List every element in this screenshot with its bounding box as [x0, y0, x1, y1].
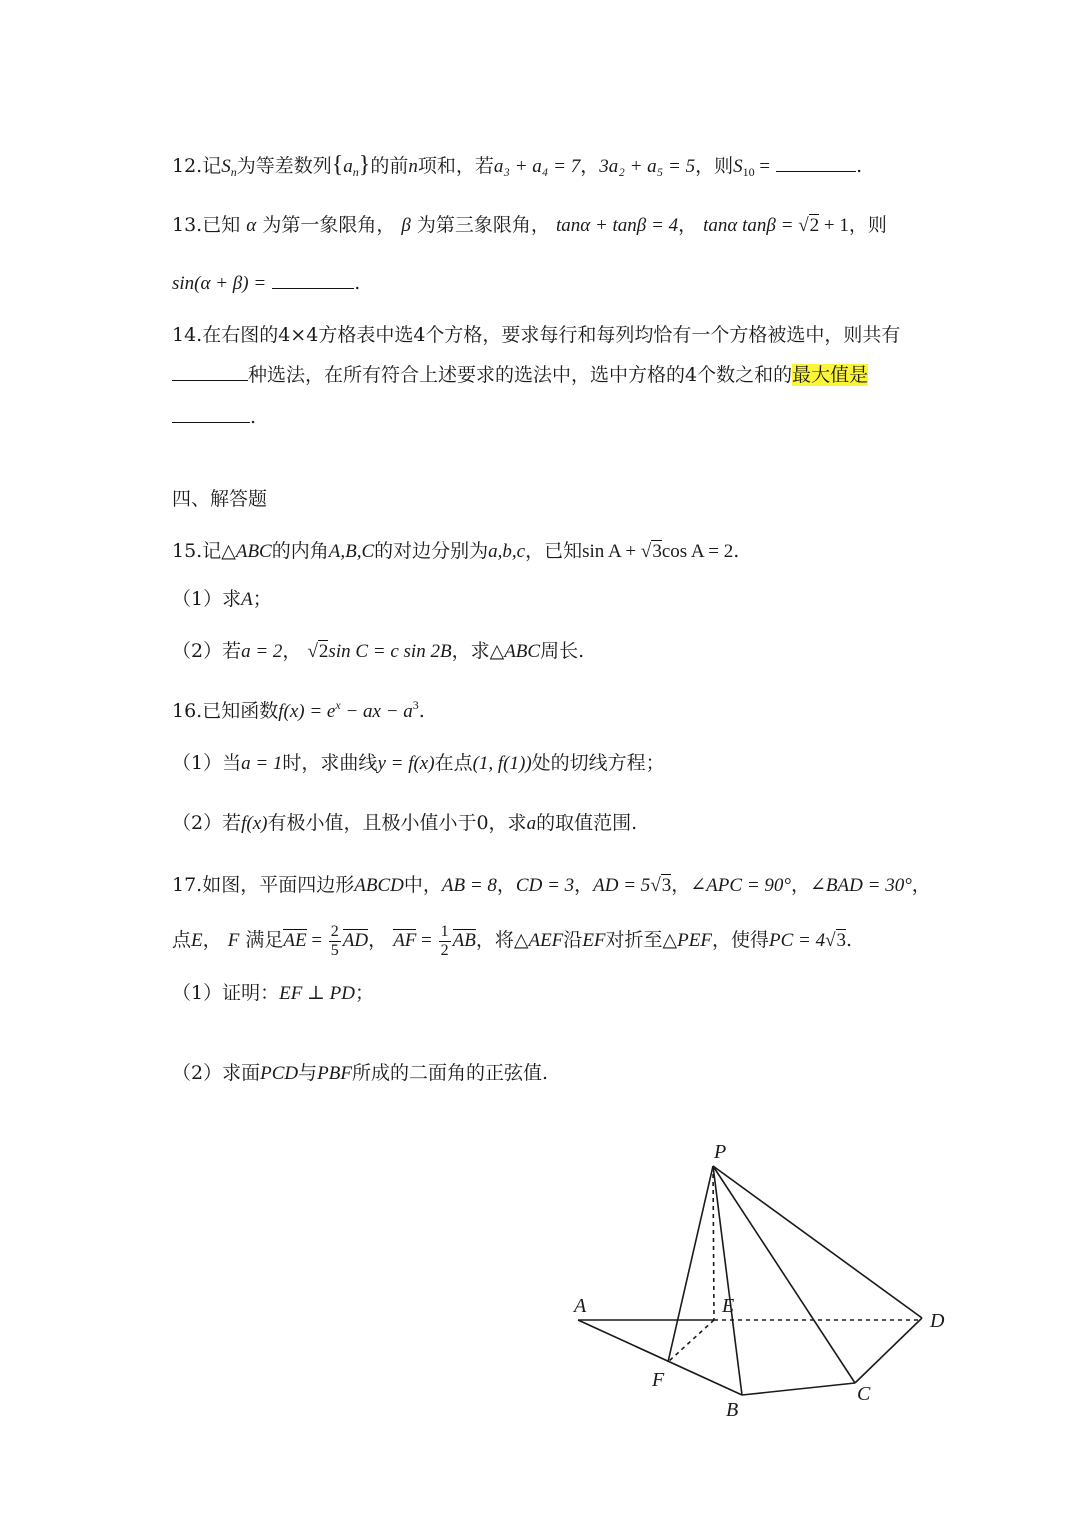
q17-line-1: 17.如图，平面四边形ABCD中，AB = 8，CD = 3，AD = 5√3，∠APC = 90°，∠BAD = 30°， — [172, 874, 931, 896]
q12-cond2: 3a₂ + a₅ = 5 — [599, 156, 696, 177]
q12-line: 12.记$S_n$为等差数列$\{a_n\}$的前n项和，若a₃ + a₄ = 7，3a₂ + a₅ = 5，则$S_{10}$ = . — [172, 152, 863, 179]
highlighted-text: 最大值是 — [792, 364, 869, 386]
q17-part2: （2）求面PCD与PBF所成的二面角的正弦值. — [172, 1062, 548, 1084]
q15-line: 15.记△ABC的内角A,B,C的对边分别为a,b,c，已知sin A + √3cos A = 2. — [172, 540, 740, 562]
q17-line-2: 点E， F 满足AE = $\frac{2}{5}$ AD， AF = $\frac{1}{2}$ AB，将△AEF沿EF对折至△PEF，使得PC = 4√3. — [172, 922, 853, 959]
q13-line-1: 13.已知 α 为第一象限角， β 为第三象限角， tanα + tanβ = 4， tanα tanβ = √2 + 1，则 — [172, 214, 887, 236]
fraction-1-2: $\frac{1}{2}$ — [440, 922, 449, 959]
label-B: B — [726, 1399, 739, 1421]
q16-part2: （2）若f(x)有极小值，且极小值小于0，求a的取值范围. — [172, 812, 638, 834]
label-P: P — [714, 1141, 727, 1163]
label-E: E — [722, 1295, 735, 1317]
label-A: A — [574, 1295, 587, 1317]
label-C: C — [857, 1383, 871, 1405]
label-F: F — [652, 1369, 665, 1391]
section-heading: 四、解答题 — [172, 488, 268, 510]
q14-line-2: 种选法，在所有符合上述要求的选法中，选中方格的4个数之和的最大值是 — [172, 362, 868, 388]
q14-line-1: 14.在右图的4×4方格表中选4个方格，要求每行和每列均恰有一个方格被选中，则共有 — [172, 324, 901, 346]
q15-part1: （1）求A； — [172, 588, 272, 610]
q12-cond1: a₃ + a₄ = 7 — [493, 156, 581, 177]
label-D: D — [930, 1310, 945, 1332]
q17-part1: （1）证明：EF ⊥ PD； — [172, 982, 375, 1004]
fraction-2-5: $\frac{2}{5}$ — [330, 922, 339, 959]
q16-part1: （1）当a = 1时，求曲线y = f(x)在点(1, f(1))处的切线方程； — [172, 752, 665, 774]
q14-line-3: . — [172, 404, 256, 430]
q13-line-2: sin(α + β) = . — [172, 272, 361, 294]
q15-part2: （2）若a = 2， √2sin C = c sin 2B，求△ABC周长. — [172, 640, 585, 662]
q16-line: 16.已知函数$f(x) = e^x$ − ax − $a^3$. — [172, 698, 425, 722]
